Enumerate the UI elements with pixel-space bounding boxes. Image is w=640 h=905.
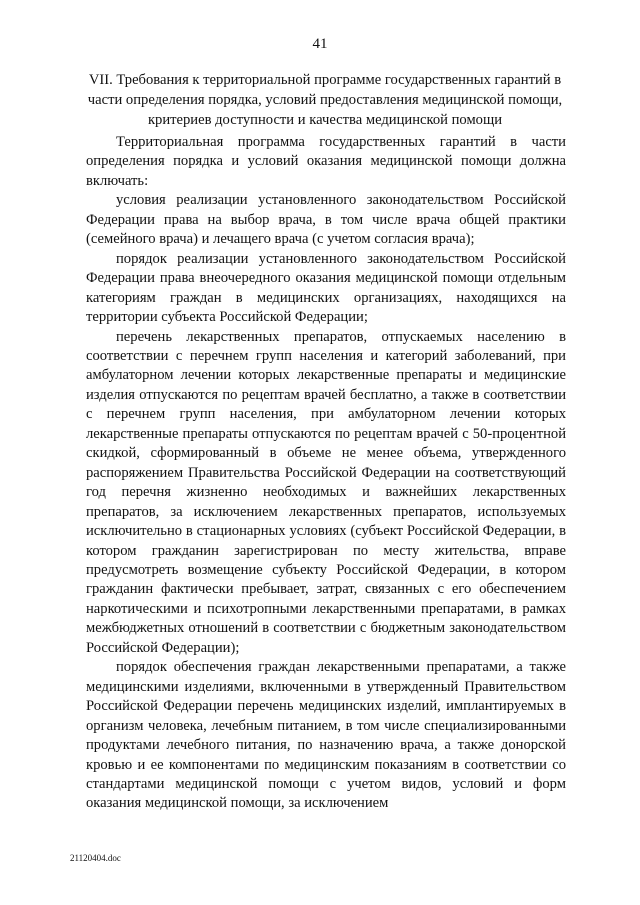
paragraph: Территориальная программа государственных гарантий в части определения порядка и условий оказания медицинской помощи должна включать:	[86, 134, 566, 189]
paragraph: порядок реализации установленного законодательством Российской Федерации права внеочередного оказания медицинской помощи отдельным категориям граждан в медицинских организациях, находящихся на территории субъекта Российской Федерации;	[86, 250, 566, 326]
body-text	[86, 133, 566, 814]
paragraph: перечень лекарственных препаратов, отпускаемых населению в соответствии с перечнем групп населения и категорий заболеваний, при амбулаторном лечении которых лекарственные препараты и медицинские изделия отпускаются по рецептам врачей бесплатно, а также в соответствии с перечнем групп населения, при амбулаторном лечении которых лекарственные препараты отпускаются по рецептам врачей с 50-процентной скидкой, сформированный в объеме не менее объема, утвержденного распоряжением Правительства Российской Федерации на соответствующий год перечня жизненно необходимых и важнейших лекарственных препаратов, за исключением лекарственных препаратов, используемых исключительно в стационарных условиях (субъект Российской Федерации, в котором гражданин зарегистрирован по месту жительства, вправе предусмотреть возмещение субъекту Российской Федерации, в котором гражданин фактически пребывает, затрат, связанных с его обеспечением наркотическими и психотропными лекарственными препаратами, в рамках межбюджетных отношений в соответствии с бюджетным законодательством Российской Федерации);	[86, 328, 566, 656]
footer-filename: 21120404.doc	[70, 853, 121, 863]
paragraph: условия реализации установленного законодательством Российской Федерации права на выбор врача, в том числе врача общей практики (семейного врача) и лечащего врача (с учетом согласия врача);	[86, 192, 566, 248]
page-number: 41	[312, 36, 328, 52]
paragraph: порядок обеспечения граждан лекарственными препаратами, а также медицинскими изделиями, включенными в утвержденный Правительством Российской Федерации перечень медицинских изделий, имплантируемых в организм человека, лечебным питанием, в том числе специализированными продуктами лечебного питания, по назначению врача, а также донорской кровью и ее компонентами по медицинским показаниям в соответствии со стандартами медицинской помощи с учетом видов, условий и форм оказания медицинской помощи, за исключением	[86, 659, 566, 812]
section-heading: VII. Требования к территориальной программе государственных гарантий в части определения порядка, условий предоставления медицинской помощи, критериев доступности и качества медицинской помощи	[87, 72, 563, 128]
